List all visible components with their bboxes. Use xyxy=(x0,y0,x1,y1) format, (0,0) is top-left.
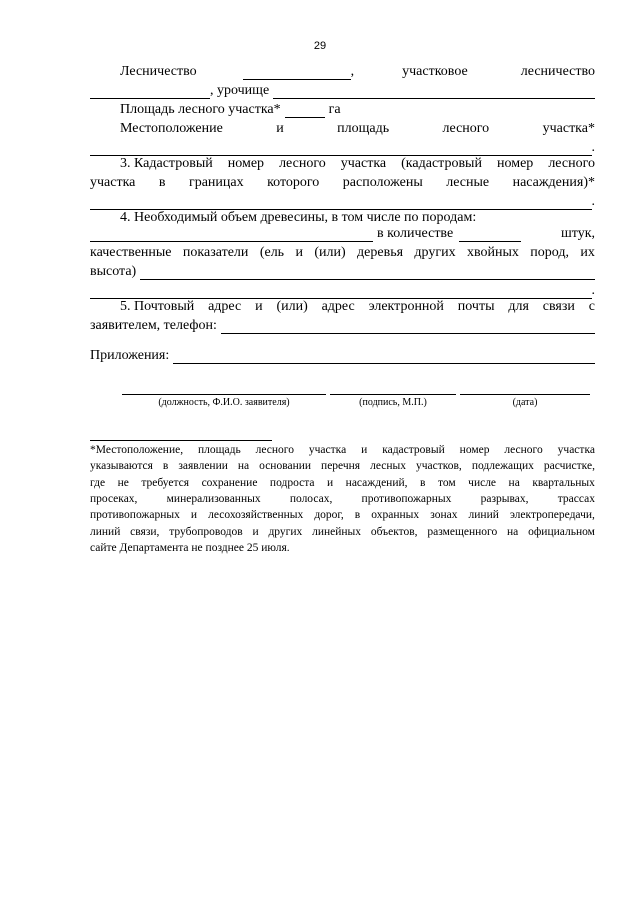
cadastral-word: лесного xyxy=(279,156,326,171)
wood-qty-field[interactable] xyxy=(459,228,521,242)
footnote-word: числе xyxy=(468,476,497,489)
cadastral-end: . xyxy=(591,194,595,209)
cadastral-word: расположены xyxy=(342,175,423,190)
cadastral-field-line xyxy=(90,193,595,210)
footnote-word: полосах, xyxy=(289,492,333,505)
footnote-word: насаждений, xyxy=(345,476,408,489)
footnote-word: основании xyxy=(259,460,312,473)
forestry-field[interactable] xyxy=(243,66,351,80)
cadastral-word: участка xyxy=(340,156,387,171)
contacts-field[interactable] xyxy=(221,320,595,334)
footnote-word: и xyxy=(190,509,198,522)
forestry-comma: , xyxy=(350,64,355,79)
footnote-word: площадь xyxy=(198,444,241,456)
wood-qty-label: в количестве xyxy=(377,226,454,241)
footnote-rule xyxy=(90,440,272,441)
location-field-line xyxy=(90,139,595,156)
cadastral-word: участка xyxy=(90,175,136,190)
cadastral-word: лесные xyxy=(446,175,490,190)
footnote-line xyxy=(90,443,595,458)
plot-area-line xyxy=(90,101,595,118)
cadastral-word: границах xyxy=(188,175,244,190)
footnote-word: объектов, xyxy=(370,525,418,538)
footnote-word: просеках, xyxy=(90,492,138,505)
footnote-word: *Местоположение, xyxy=(90,444,184,456)
cadastral-word: номер xyxy=(496,156,534,171)
footnote-line xyxy=(90,459,595,474)
footnote-word: подлежащих xyxy=(471,460,534,473)
signature-lines xyxy=(0,393,640,395)
position-caption: (должность, Ф.И.О. заявителя) xyxy=(158,397,290,408)
contacts-word: адрес xyxy=(208,299,242,314)
forestry-line xyxy=(90,63,595,80)
footnote-line xyxy=(90,508,595,523)
plot-area-field[interactable] xyxy=(285,104,325,118)
position-signature-field[interactable] xyxy=(122,393,326,395)
footnote-word: на xyxy=(508,476,520,489)
footnote-word: официальном xyxy=(528,525,595,538)
page-number: 29 xyxy=(313,40,327,52)
location-word: лесного xyxy=(442,121,490,136)
footnote-word: квартальных xyxy=(532,476,595,489)
contacts-word: 5. Почтовый xyxy=(120,299,195,314)
cadastral-word: которого xyxy=(267,175,320,190)
footnote-last-line: сайте Департамента не позднее 25 июля. xyxy=(90,541,290,554)
footnote-word: электропередачи, xyxy=(509,509,595,522)
district-field[interactable] xyxy=(90,85,210,99)
date-field[interactable] xyxy=(460,393,590,395)
date-caption: (дата) xyxy=(512,397,538,408)
wood-heading: 4. Необходимый объем древесины, в том числе по породам: xyxy=(120,210,477,225)
wood-quality-word: (или) xyxy=(314,245,346,260)
tract-field[interactable] xyxy=(273,85,595,99)
tract-label: , урочище xyxy=(210,83,270,98)
footnote-word: где xyxy=(90,476,106,489)
contacts-word: и xyxy=(255,299,263,314)
footnote-word: лесных xyxy=(370,460,406,473)
contacts-word: адрес xyxy=(321,299,355,314)
footnote-word: на xyxy=(237,460,250,473)
contacts-word: почты xyxy=(457,299,495,314)
contacts-word: с xyxy=(588,299,595,314)
footnote-word: трубопроводов xyxy=(169,525,243,538)
forestry-label: Лесничество xyxy=(120,64,197,79)
footnote-word: противопожарных xyxy=(361,492,452,505)
location-field[interactable] xyxy=(90,142,592,156)
wood-extra-line xyxy=(90,282,595,299)
contacts-word: (или) xyxy=(276,299,308,314)
wood-quality-word: их xyxy=(580,245,595,260)
location-line xyxy=(90,120,595,137)
footnote-line xyxy=(90,476,595,491)
plot-area-label: Площадь лесного участка* xyxy=(120,102,281,117)
wood-end: . xyxy=(591,283,595,298)
footnote-word: разрывах, xyxy=(480,492,529,505)
footnote-word: в xyxy=(420,476,426,489)
contacts-line-2 xyxy=(90,317,595,334)
footnote-word: лесохозяйственных xyxy=(208,509,304,522)
footnote-word: номер xyxy=(459,444,490,456)
footnote-word: минерализованных xyxy=(166,492,261,505)
location-end: . xyxy=(591,140,595,155)
footnote-word: дорог, xyxy=(314,509,344,522)
footnote-line xyxy=(90,492,595,507)
attachments-label: Приложения: xyxy=(90,348,170,363)
footnote-word: требуется xyxy=(141,476,190,489)
footnote-word: указываются xyxy=(90,460,153,473)
wood-quality-word: показатели xyxy=(182,245,249,260)
footnote-word: расчистке, xyxy=(543,460,595,473)
footnote-word: зонах xyxy=(430,509,458,522)
wood-quality-word: (ель xyxy=(259,245,285,260)
cadastral-word: лесного xyxy=(548,156,595,171)
footnote-word: подроста xyxy=(269,476,315,489)
wood-quality-word: хвойных xyxy=(467,245,519,260)
footnote-word: не xyxy=(117,476,129,489)
wood-quality-word: и xyxy=(295,245,303,260)
footnote-word: заявлении xyxy=(178,460,228,473)
cadastral-word: 3. Кадастровый xyxy=(120,156,213,171)
wood-line-1 xyxy=(90,209,595,226)
footnote-word: связи, xyxy=(130,525,160,538)
wood-extra-field[interactable] xyxy=(90,285,592,299)
footnote-word: и xyxy=(361,444,368,456)
footnote-word: охранных xyxy=(371,509,420,522)
contacts-word: электронной xyxy=(368,299,444,314)
footnote-word: в xyxy=(354,509,361,522)
cadastral-field[interactable] xyxy=(90,196,592,210)
cadastral-word: (кадастровый xyxy=(401,156,482,171)
footnote-word: в xyxy=(162,460,169,473)
wood-quality-word: других xyxy=(414,245,456,260)
location-word: Местоположение xyxy=(120,121,223,136)
footnote-word: том xyxy=(437,476,456,489)
footnote-word: участков, xyxy=(415,460,462,473)
footnote-word: кадастровый xyxy=(382,444,445,456)
footnote-word: размещенного xyxy=(427,525,498,538)
wood-height-label: высота) xyxy=(90,264,137,279)
plot-area-unit: га xyxy=(328,102,341,117)
location-word: и xyxy=(276,121,284,136)
footnote-line xyxy=(90,525,595,540)
district-label-2: лесничество xyxy=(520,64,595,79)
footnote-word: и xyxy=(327,476,334,489)
contacts-word: связи xyxy=(542,299,575,314)
footnote-word: лесного xyxy=(255,444,294,456)
footnote-word: линий xyxy=(90,525,121,538)
wood-qty-line xyxy=(90,225,595,242)
contacts-word: для xyxy=(508,299,529,314)
footnote-word: лесного xyxy=(504,444,543,456)
cadastral-word: насаждения)* xyxy=(512,175,595,190)
contacts-label: заявителем, телефон: xyxy=(90,318,217,333)
attachments-line xyxy=(90,347,595,364)
cadastral-line-1 xyxy=(90,155,595,172)
wood-species-field[interactable] xyxy=(90,228,373,242)
wood-quality-word: качественные xyxy=(90,245,172,260)
location-word: участка* xyxy=(542,121,595,136)
footnote-word: противопожарных xyxy=(90,509,180,522)
footnote-word: участка xyxy=(308,444,347,456)
footnote-word: на xyxy=(507,525,519,538)
sign-field[interactable] xyxy=(330,393,456,395)
sign-caption: (подпись, М.П.) xyxy=(359,397,427,408)
footnote-word: участка xyxy=(557,444,595,456)
cadastral-word: в xyxy=(158,175,166,190)
tract-line xyxy=(90,82,595,99)
wood-qty-unit: штук, xyxy=(560,226,595,241)
district-label: участковое xyxy=(402,64,468,79)
wood-quality-line xyxy=(90,244,595,261)
footnote-word: перечня xyxy=(321,460,361,473)
wood-height-field[interactable] xyxy=(140,266,595,280)
footnote-word: и xyxy=(252,525,259,538)
attachments-field[interactable] xyxy=(173,350,595,364)
contacts-line-1 xyxy=(90,298,595,315)
footnote-word: трассах xyxy=(557,492,595,505)
footnote-word: линий xyxy=(468,509,499,522)
footnote-word: линейных xyxy=(312,525,362,538)
wood-height-line xyxy=(90,263,595,280)
cadastral-word: номер xyxy=(227,156,265,171)
footnote-word: сохранение xyxy=(201,476,258,489)
cadastral-line-2 xyxy=(90,174,595,191)
wood-quality-word: деревья xyxy=(357,245,404,260)
wood-quality-word: пород, xyxy=(530,245,570,260)
footnote-word: других xyxy=(268,525,303,538)
location-word: площадь xyxy=(337,121,390,136)
